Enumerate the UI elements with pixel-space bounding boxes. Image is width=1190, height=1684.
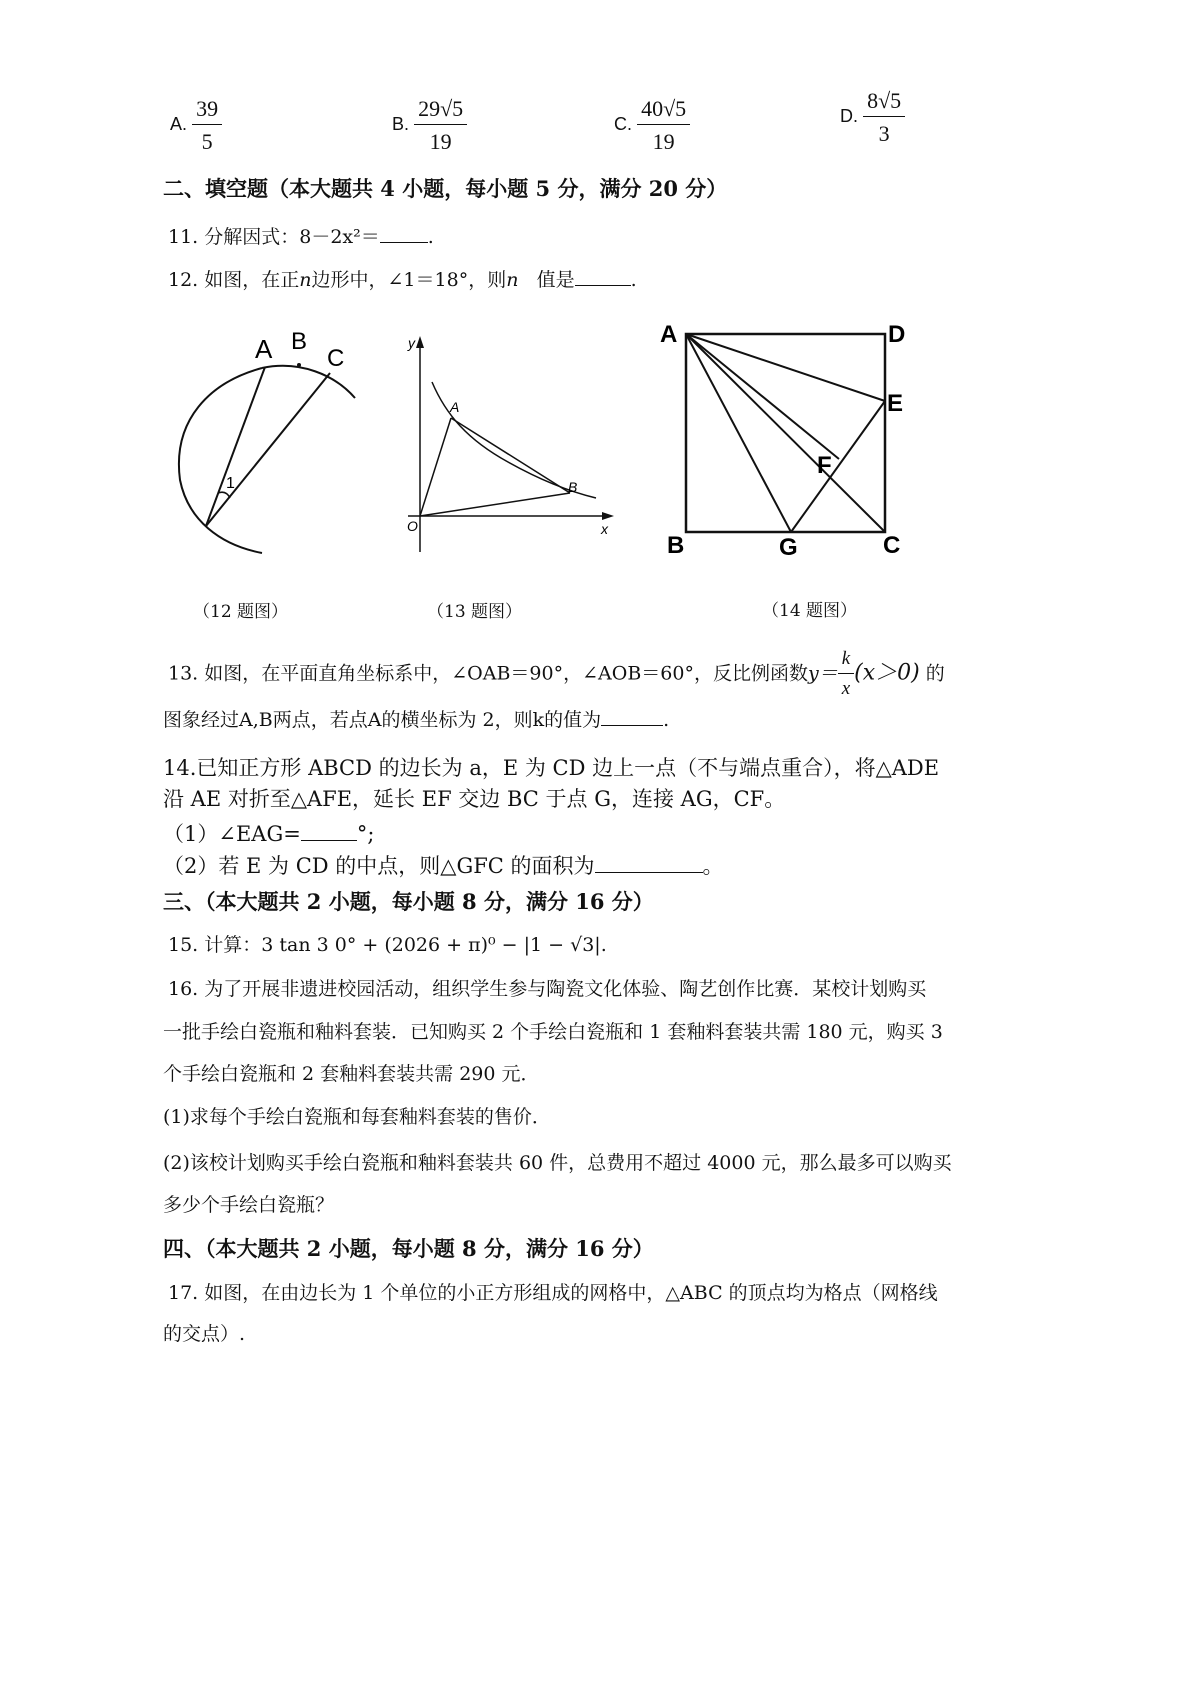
option-c xyxy=(614,96,690,155)
question-14-part-1: （1）∠EAG= °; xyxy=(163,819,374,847)
label-e: E xyxy=(887,390,904,417)
question-13-text: 13. 如图，在平面直角坐标系中，∠OAB＝90°，∠AOB＝60°，反比例函数 xyxy=(168,662,808,685)
option-d xyxy=(840,88,905,147)
section-2-title: 二、填空题（本大题共 4 小题，每小题 5 分，满分 20 分） xyxy=(163,176,728,201)
question-16-part-2-line-1: (2)该校计划购买手绘白瓷瓶和釉料套装共 60 件，总费用不超过 4000 元，那么最多可以购买 xyxy=(163,1152,952,1174)
question-16-line-2: 一批手绘白瓷瓶和釉料套装．已知购买 2 个手绘白瓷瓶和 1 套釉料套装共需 180 元，购买 3 xyxy=(163,1021,943,1043)
label-f: F xyxy=(817,452,832,479)
y-axis-arrow xyxy=(416,336,424,348)
segment-ob xyxy=(420,493,570,516)
question-11: 11. 分解因式：8－2x²＝ . xyxy=(168,223,434,249)
question-14-line-2: 沿 AE 对折至△AFE，延长 EF 交边 BC 于点 G，连接 AG，CF。 xyxy=(163,787,786,811)
circle-arc xyxy=(179,368,262,553)
section-4-title: 四、（本大题共 2 小题，每小题 8 分，满分 16 分） xyxy=(163,1236,654,1261)
function-fraction: $\frac{k}{x}$ xyxy=(838,648,854,701)
x-axis-arrow xyxy=(602,512,614,520)
option-a xyxy=(170,96,222,155)
answer-blank xyxy=(380,223,428,243)
function-y: y＝ xyxy=(807,662,838,685)
question-11-text: 11. 分解因式：8－2x²＝ xyxy=(168,226,380,248)
option-letter: B. xyxy=(392,114,410,134)
label-angle-1: 1 xyxy=(226,475,235,492)
point-b xyxy=(297,363,301,367)
option-fraction: $\frac{29√5}{19}$ xyxy=(414,96,467,155)
question-12: 12. 如图，在正n边形中，∠1＝18°，则n 值是 . xyxy=(168,266,637,292)
label-b: B xyxy=(667,532,685,559)
answer-blank xyxy=(575,266,631,286)
option-b xyxy=(392,96,467,155)
question-12-text-a: 12. 如图，在正 xyxy=(168,269,300,291)
answer-blank xyxy=(595,851,703,873)
label-b: B xyxy=(568,479,578,495)
function-domain: (x＞0) xyxy=(854,660,920,686)
question-12-n2: n xyxy=(506,269,519,291)
question-16-line-1: 16. 为了开展非遗进校园活动，组织学生参与陶瓷文化体验、陶艺创作比赛．某校计划购买 xyxy=(168,978,927,1000)
segment-ac xyxy=(686,334,885,532)
answer-blank xyxy=(301,819,357,841)
question-14-part-2: （2）若 E 为 CD 的中点，则△GFC 的面积为 。 xyxy=(163,851,724,879)
segment-oa xyxy=(420,418,451,516)
label-b: B xyxy=(291,328,308,355)
label-x: x xyxy=(601,521,608,537)
label-c: C xyxy=(327,345,345,372)
option-fraction: $\frac{39}{5}$ xyxy=(192,96,222,155)
caption-12: （12 题图） xyxy=(193,602,289,622)
question-14-line-1: 14.已知正方形 ABCD 的边长为 a，E 为 CD 边上一点（不与端点重合），将△ADE xyxy=(163,756,940,780)
label-g: G xyxy=(779,534,798,561)
question-16-line-3: 个手绘白瓷瓶和 2 套釉料套装共需 290 元． xyxy=(163,1063,540,1085)
label-o: O xyxy=(407,518,418,534)
option-fraction: $\frac{40√5}{19}$ xyxy=(637,96,690,155)
option-fraction: $\frac{8√5}{3}$ xyxy=(863,88,905,147)
question-15: 15. 计算：3 tan 3 0° + (2026 + π)⁰ − |1 − √3|. xyxy=(168,934,607,956)
figure-13 xyxy=(398,330,623,555)
question-17-line-2: 的交点）. xyxy=(163,1323,246,1345)
option-letter: C. xyxy=(614,114,632,134)
answer-blank xyxy=(601,706,663,726)
label-a: A xyxy=(450,399,460,415)
segment-eg xyxy=(791,401,885,532)
label-d: D xyxy=(888,321,906,348)
chord-c xyxy=(206,373,330,526)
label-y: y xyxy=(408,335,415,351)
label-a: A xyxy=(255,334,273,364)
figure-12 xyxy=(170,320,370,565)
question-16-part-1: (1)求每个手绘白瓷瓶和每套釉料套装的售价． xyxy=(163,1106,551,1128)
question-12-text-c: 值是 xyxy=(536,269,575,291)
label-a: A xyxy=(660,321,678,348)
section-3-title: 三、（本大题共 2 小题，每小题 8 分，满分 16 分） xyxy=(163,889,654,914)
option-letter: A. xyxy=(170,114,188,134)
question-13-end: 的 xyxy=(925,662,945,685)
question-17-line-1: 17. 如图，在由边长为 1 个单位的小正方形组成的网格中，△ABC 的顶点均为格点（网格线 xyxy=(168,1282,938,1304)
figure-14 xyxy=(655,315,920,570)
option-letter: D. xyxy=(840,106,858,126)
question-12-text-b: 边形中，∠1＝18°，则 xyxy=(311,269,507,291)
question-13-text-2: 图象经过A,B两点，若点A的横坐标为 2，则k的值为 xyxy=(163,709,602,731)
caption-13: （13 题图） xyxy=(427,602,523,622)
question-12-n: n xyxy=(299,269,312,291)
question-16-part-2-line-2: 多少个手绘白瓷瓶？ xyxy=(163,1194,335,1216)
question-13-line-2: 图象经过A,B两点，若点A的横坐标为 2，则k的值为 . xyxy=(163,706,669,732)
caption-14: （14 题图） xyxy=(762,601,858,621)
segment-af xyxy=(686,334,839,459)
label-c: C xyxy=(883,532,901,559)
segment-ab xyxy=(451,418,570,493)
question-13-line-1 xyxy=(168,648,945,701)
